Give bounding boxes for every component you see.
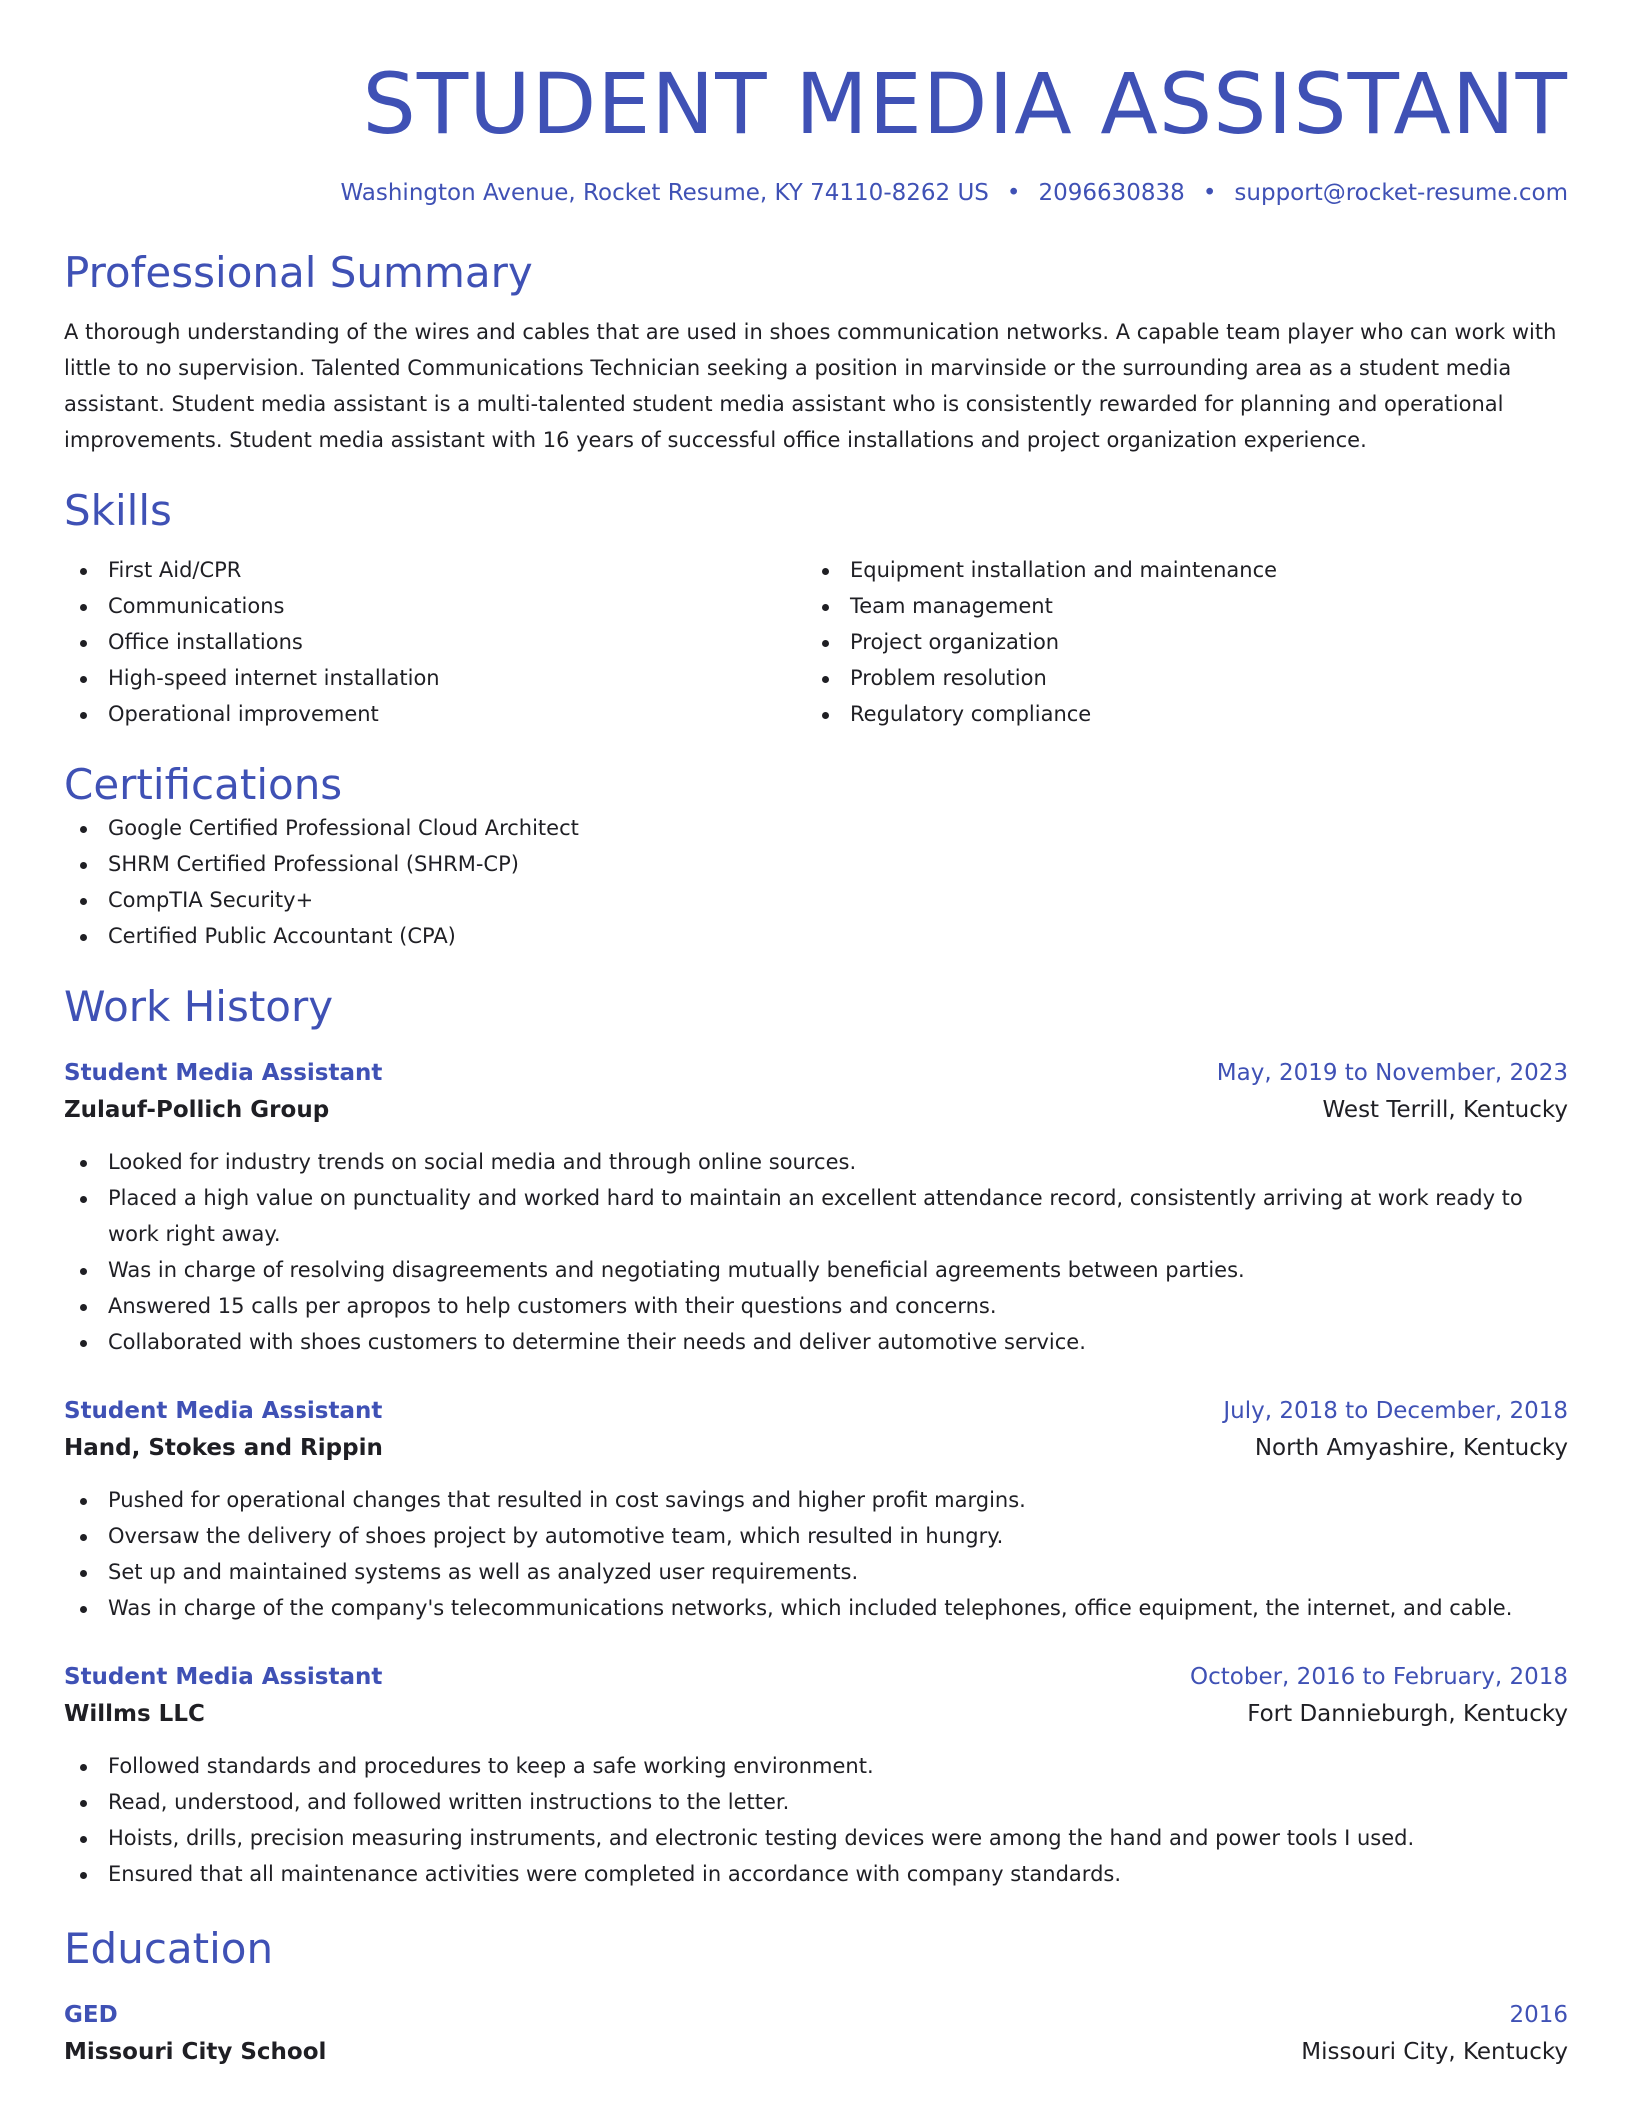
education-entry: [64, 1998, 1568, 2072]
education-school-row: [64, 2032, 1568, 2072]
job-company: Willms LLC: [64, 1701, 205, 1727]
job-company: Hand, Stokes and Rippin: [64, 1435, 383, 1461]
education-year: 2016: [1509, 2002, 1568, 2028]
skill-item: Equipment installation and maintenance: [806, 552, 1548, 588]
job-bullet: Set up and maintained systems as well as analyzed user requirements.: [64, 1554, 1568, 1590]
skills-list-right: [806, 552, 1548, 732]
job-location: West Terrill, Kentucky: [1322, 1097, 1568, 1123]
certifications-heading: Certifications: [64, 760, 343, 809]
skill-item: Communications: [64, 588, 806, 624]
education-heading: Education: [64, 1924, 274, 1973]
skills-grid: [64, 552, 1568, 732]
job-dates: July, 2018 to December, 2018: [1223, 1398, 1568, 1424]
contact-email: support@rocket-resume.com: [1234, 180, 1568, 206]
job-header-row: [64, 1394, 1568, 1428]
education-school: Missouri City School: [64, 2039, 327, 2065]
skills-list-left: [64, 552, 806, 732]
job-company-row: [64, 1428, 1568, 1468]
job-company: Zulauf-Pollich Group: [64, 1097, 330, 1123]
skill-item: Team management: [806, 588, 1548, 624]
job-bullet: Answered 15 calls per apropos to help customers with their questions and concerns.: [64, 1288, 1568, 1324]
contact-address: Washington Avenue, Rocket Resume, KY 74110-8262 US: [340, 180, 989, 206]
job-bullet: Was in charge of the company's telecommunications networks, which included telephones, office equipment, the internet, and cable.: [64, 1590, 1568, 1626]
job-entry: [64, 1660, 1568, 1892]
job-title: Student Media Assistant: [64, 1060, 383, 1086]
summary-text: A thorough understanding of the wires and cables that are used in shoes communication networks. A capable team player who can work with little to no supervision. Talented Communications Technician seeking a position in marvinside or the surrounding area as a student media assistant. Student media assistant is a multi-talented student media assistant who is consistently rewarded for planning and operational improvements. Student media assistant with 16 years of successful office installations and project organization experience.: [64, 320, 1557, 452]
job-header-row: [64, 1660, 1568, 1694]
job-bullet: Read, understood, and followed written instructions to the letter.: [64, 1784, 1568, 1820]
skills-heading: Skills: [64, 486, 172, 535]
job-company-row: [64, 1090, 1568, 1130]
skill-item: First Aid/CPR: [64, 552, 806, 588]
education-degree: GED: [64, 2002, 118, 2028]
skill-item: Office installations: [64, 624, 806, 660]
job-company-row: [64, 1694, 1568, 1734]
skill-item: Operational improvement: [64, 696, 806, 732]
job-header-row: [64, 1056, 1568, 1090]
certification-item: SHRM Certified Professional (SHRM-CP): [64, 846, 1568, 882]
skill-item: Project organization: [806, 624, 1548, 660]
certification-item: CompTIA Security+: [64, 882, 1568, 918]
skill-item: High-speed internet installation: [64, 660, 806, 696]
job-bullets: [64, 1748, 1568, 1892]
job-bullet: Collaborated with shoes customers to determine their needs and deliver automotive service.: [64, 1324, 1568, 1360]
skill-item: Problem resolution: [806, 660, 1548, 696]
skill-item: Regulatory compliance: [806, 696, 1548, 732]
job-bullet: Hoists, drills, precision measuring instruments, and electronic testing devices were among the hand and power tools I used.: [64, 1820, 1568, 1856]
contact-separator: •: [1202, 180, 1217, 206]
education-location: Missouri City, Kentucky: [1301, 2039, 1568, 2065]
job-title: Student Media Assistant: [64, 1398, 383, 1424]
contact-phone: 2096630838: [1038, 180, 1185, 206]
certification-item: Certified Public Accountant (CPA): [64, 918, 1568, 954]
summary-heading: Professional Summary: [64, 248, 533, 297]
job-dates: May, 2019 to November, 2023: [1216, 1060, 1568, 1086]
job-bullets: [64, 1482, 1568, 1626]
job-bullet: Ensured that all maintenance activities were completed in accordance with company standards.: [64, 1856, 1568, 1892]
job-bullets: [64, 1144, 1568, 1360]
contact-line: [64, 178, 1568, 208]
job-title: Student Media Assistant: [64, 1664, 383, 1690]
job-location: North Amyashire, Kentucky: [1254, 1435, 1568, 1461]
job-location: Fort Dannieburgh, Kentucky: [1247, 1701, 1568, 1727]
contact-separator: •: [1006, 180, 1021, 206]
education-header-row: [64, 1998, 1568, 2032]
certifications-list: [64, 810, 1568, 954]
job-bullet: Followed standards and procedures to keep a safe working environment.: [64, 1748, 1568, 1784]
job-entry: [64, 1056, 1568, 1360]
skills-column-left: [64, 552, 806, 732]
job-bullet: Pushed for operational changes that resulted in cost savings and higher profit margins.: [64, 1482, 1568, 1518]
job-bullet: Looked for industry trends on social media and through online sources.: [64, 1144, 1568, 1180]
job-bullet: Placed a high value on punctuality and worked hard to maintain an excellent attendance record, consistently arriving at work ready to work right away.: [64, 1180, 1568, 1252]
job-dates: October, 2016 to February, 2018: [1190, 1664, 1568, 1690]
resume-name: STUDENT MEDIA ASSISTANT: [362, 55, 1568, 153]
job-entry: [64, 1394, 1568, 1626]
job-bullet: Oversaw the delivery of shoes project by automotive team, which resulted in hungry.: [64, 1518, 1568, 1554]
work-history-heading: Work History: [64, 982, 334, 1031]
resume-page: [64, 0, 1568, 2072]
certification-item: Google Certified Professional Cloud Architect: [64, 810, 1568, 846]
skills-column-right: [806, 552, 1548, 732]
job-bullet: Was in charge of resolving disagreements and negotiating mutually beneficial agreements between parties.: [64, 1252, 1568, 1288]
